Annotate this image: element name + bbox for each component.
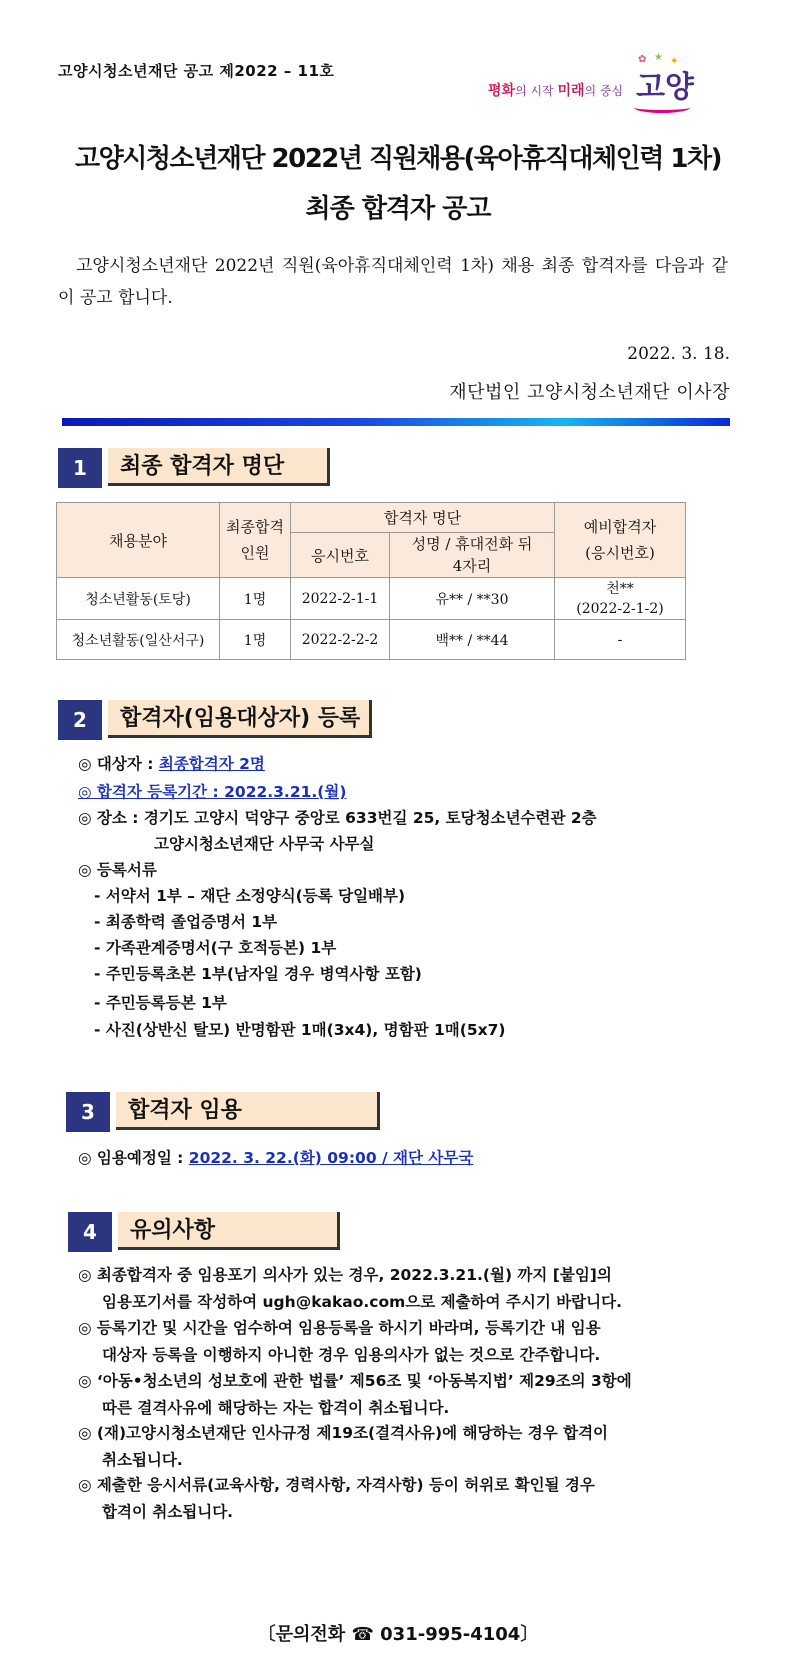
section-1-title: 최종 합격자 명단 xyxy=(108,448,330,486)
results-table xyxy=(56,502,686,660)
th-name: 성명 / 휴대전화 뒤 4자리 xyxy=(390,533,555,578)
cell-reserve: - xyxy=(555,620,686,660)
contact-phone: 〔문의전화 ☎ 031-995-4104〕 xyxy=(257,1624,539,1645)
section-2-title: 합격자(임용대상자) 등록 xyxy=(108,700,372,738)
page-title-line1: 고양시청소년재단 2022년 직원채용(육아휴직대체인력 1차) xyxy=(75,144,721,174)
section-3-title: 합격자 임용 xyxy=(116,1092,380,1130)
cell-exam-no: 2022-2-1-1 xyxy=(291,578,390,620)
cell-exam-no: 2022-2-2-2 xyxy=(291,620,390,660)
cell-count: 1명 xyxy=(220,620,291,660)
doc-item: - 가족관계증명서(구 호적등본) 1부 xyxy=(94,939,337,957)
notice-date: 2022. 3. 18. xyxy=(627,344,730,364)
appointment-date-link[interactable]: 2022. 3. 22.(화) 09:00 / 재단 사무국 xyxy=(188,1149,474,1167)
registration-target-link[interactable]: 최종합격자 2명 xyxy=(158,755,265,773)
section-3-number: 3 xyxy=(66,1092,110,1132)
divider-bar xyxy=(62,418,730,426)
table-row xyxy=(57,578,686,620)
registration-target: ◎ 대상자 : 최종합격자 2명 xyxy=(78,755,265,773)
note-item: ◎ 등록기간 및 시간을 엄수하여 임용등록을 하시기 바라며, 등록기간 내 임용 대상자 등록을 이행하지 아니한 경우 임용의사가 없는 것으로 간주합니다. xyxy=(78,1319,601,1364)
page-title-line2: 최종 합격자 공고 xyxy=(305,194,491,224)
cell-count: 1명 xyxy=(220,578,291,620)
doc-item: - 주민등록초본 1부(남자일 경우 병역사항 포함) xyxy=(94,965,422,983)
th-exam-no: 응시번호 xyxy=(291,533,390,578)
cell-reserve: 천** (2022-2-1-2) xyxy=(555,578,686,620)
logo-star-icon: ✦ xyxy=(670,56,679,67)
note-item: ◎ 최종합격자 중 임용포기 의사가 있는 경우, 2022.3.21.(월) 까지 [붙임]의 임용포기서를 작성하여 ugh@kakao.com으로 제출하여 주시기 바랍니다. xyxy=(78,1266,622,1311)
logo-swoosh xyxy=(634,102,690,113)
note-item: ◎ 제출한 응시서류(교육사항, 경력사항, 자격사항) 등이 허위로 확인될 경우 합격이 취소됩니다. xyxy=(78,1476,595,1521)
doc-item: - 주민등록등본 1부 xyxy=(94,994,227,1012)
doc-item: - 서약서 1부 – 재단 소정양식(등록 당일배부) xyxy=(94,887,406,905)
doc-item: - 최종학력 졸업증명서 1부 xyxy=(94,913,278,931)
section-1-number: 1 xyxy=(58,448,102,488)
cell-name: 유** / **30 xyxy=(390,578,555,620)
intro-paragraph: 고양시청소년재단 2022년 직원(육아휴직대체인력 1차) 채용 최종 합격자를 다음과 같이 공고 합니다. xyxy=(58,256,728,308)
cell-field: 청소년활동(토당) xyxy=(57,578,220,620)
registration-place-line2: 고양시청소년재단 사무국 사무실 xyxy=(154,835,375,853)
registration-place: ◎ 장소 : 경기도 고양시 덕양구 중앙로 633번길 25, 토당청소년수련관 2층 xyxy=(78,809,597,827)
section-2-number: 2 xyxy=(58,700,102,740)
section-4-number: 4 xyxy=(68,1212,112,1252)
cell-name: 백** / **44 xyxy=(390,620,555,660)
registration-docs-label: ◎ 등록서류 xyxy=(78,861,157,879)
th-field: 채용분야 xyxy=(57,503,220,578)
section-4-title: 유의사항 xyxy=(118,1212,340,1250)
notice-number: 고양시청소년재단 공고 제2022 – 11호 xyxy=(58,62,335,80)
logo-star-icon: ★ xyxy=(654,52,663,63)
doc-item: - 사진(상반신 탈모) 반명함판 1매(3x4), 명함판 1매(5x7) xyxy=(94,1021,506,1039)
goyang-logo xyxy=(488,52,698,122)
registration-period[interactable]: ◎ 합격자 등록기간 : 2022.3.21.(월) xyxy=(78,783,347,801)
issuer: 재단법인 고양시청소년재단 이사장 xyxy=(449,382,730,403)
logo-star-icon: ✿ xyxy=(638,54,647,65)
logo-slogan: 평화의 시작 미래의 중심 xyxy=(488,83,624,99)
appointment-date: ◎ 임용예정일 : 2022. 3. 22.(화) 09:00 / 재단 사무국 xyxy=(78,1149,474,1167)
logo-city-text: 고양 xyxy=(636,70,694,105)
th-list: 합격자 명단 xyxy=(291,503,555,533)
th-count: 최종합격 인원 xyxy=(220,503,291,578)
table-row xyxy=(57,620,686,660)
th-reserve: 예비합격자 (응시번호) xyxy=(555,503,686,578)
note-item: ◎ (재)고양시청소년재단 인사규정 제19조(결격사유)에 해당하는 경우 합격이 취소됩니다. xyxy=(78,1424,609,1469)
cell-field: 청소년활동(일산서구) xyxy=(57,620,220,660)
note-item: ◎ ‘아동•청소년의 성보호에 관한 법률’ 제56조 및 ‘아동복지법’ 제29조의 3항에 따른 결격사유에 해당하는 자는 합격이 취소됩니다. xyxy=(78,1372,632,1417)
